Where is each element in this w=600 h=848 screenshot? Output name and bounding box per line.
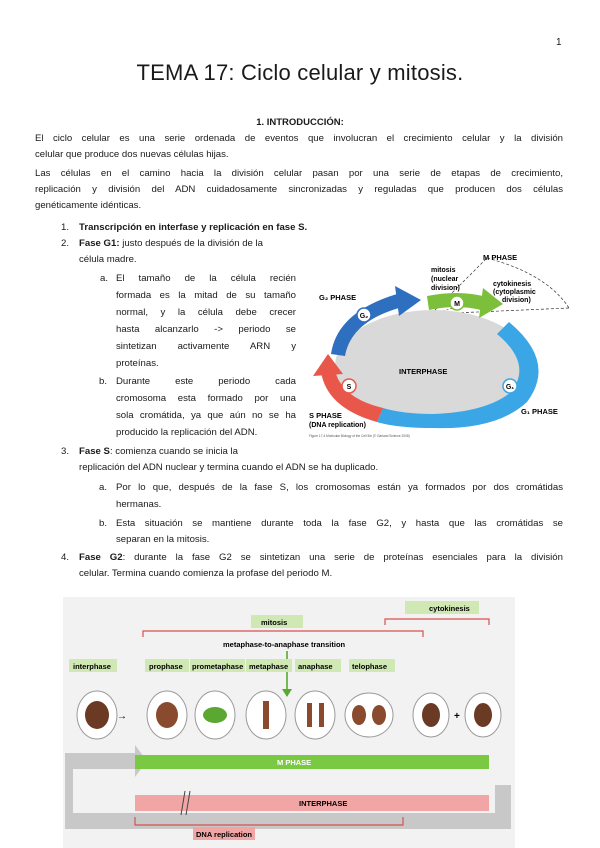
transition-text: metaphase-to-anaphase transition bbox=[223, 640, 346, 649]
m-phase-text: M PHASE bbox=[277, 758, 312, 767]
list-number: 4. bbox=[61, 552, 70, 563]
s-label: Fase S bbox=[79, 446, 110, 457]
cytokinesis-text: cytokinesis bbox=[429, 604, 470, 613]
g2-label: Fase G2 bbox=[79, 552, 123, 563]
anaphase-cell bbox=[295, 691, 335, 739]
chromatids-right bbox=[319, 703, 324, 727]
sub-line: proteínas. bbox=[116, 358, 159, 369]
sub-letter: b. bbox=[99, 518, 108, 529]
dna-replication-label: (DNA replication) bbox=[309, 422, 366, 429]
mitosis-timeline-figure bbox=[63, 597, 515, 848]
sub-line: separan en la mitosis. bbox=[116, 534, 210, 545]
anaphase-label: anaphase bbox=[298, 662, 333, 671]
cell-cycle-figure bbox=[307, 252, 571, 440]
list-item-1: Transcripción en interfase y replicación en fase S. bbox=[79, 222, 308, 233]
mitosis-timeline-diagram bbox=[63, 597, 515, 848]
metaphase-plate bbox=[263, 701, 269, 729]
plus-sign: + bbox=[454, 711, 460, 722]
daughter-nucleus bbox=[474, 703, 492, 727]
g1-label: Fase G1: bbox=[79, 238, 120, 249]
division2-label: division) bbox=[502, 297, 531, 304]
sub-line: Por lo que, después de la fase S, los cromosomas están ya formados por dos cromátidas bbox=[116, 482, 563, 493]
nucleus bbox=[85, 701, 109, 729]
daughter-nucleus bbox=[422, 703, 440, 727]
sub-letter: a. bbox=[100, 273, 109, 284]
cytokinesis-label: cytokinesis bbox=[493, 281, 532, 288]
paragraph-line: El ciclo celular es una serie ordenada de eventos que involucran el crecimiento celular y la división bbox=[35, 133, 563, 144]
sub-line: El tamaño de la célula recién bbox=[116, 273, 296, 284]
sub-line: producido la replicación del ADN. bbox=[116, 427, 258, 438]
prometaphase-label: prometaphase bbox=[192, 662, 244, 671]
sub-line: sintetizan activamente ARN y bbox=[116, 341, 296, 352]
telophase-nucleus bbox=[372, 705, 386, 725]
prophase-label: prophase bbox=[149, 662, 183, 671]
division-label: division) bbox=[431, 285, 460, 292]
telophase-nucleus bbox=[352, 705, 366, 725]
sub-line: cromosoma esta formado por una bbox=[116, 393, 296, 404]
sub-letter: b. bbox=[99, 376, 108, 387]
list-item-4: Fase G2: durante la fase G2 se sintetizan una serie de proteínas esenciales para la división bbox=[79, 552, 563, 563]
interphase-label: INTERPHASE bbox=[399, 367, 448, 376]
paragraph-line: Las células en el camino hacia la división celular pasan por una serie de etapas de crecimiento, bbox=[35, 168, 563, 179]
list-number: 2. bbox=[61, 238, 70, 249]
section-heading: 1. INTRODUCCIÓN: bbox=[256, 117, 344, 128]
g1-badge-label: G₁ bbox=[505, 384, 515, 391]
g2-badge-label: G₂ bbox=[359, 313, 369, 320]
list-item-2: Fase G1: justo después de la división de la bbox=[79, 238, 263, 249]
sub-letter: a. bbox=[99, 482, 108, 493]
page-number: 1 bbox=[556, 37, 562, 48]
arrow-glyph: → bbox=[117, 711, 127, 722]
g2-phase-label: G₂ PHASE bbox=[319, 293, 357, 302]
m-phase-bar bbox=[135, 755, 489, 769]
cell-cycle-diagram bbox=[307, 252, 571, 440]
sub-line: normal, y la célula debe crecer bbox=[116, 307, 296, 318]
figure1-caption: Figure 17-4 Molecular Biology of the Cell 5/e (© Garland Science 2008) bbox=[309, 434, 410, 438]
sub-line: hermanas. bbox=[116, 499, 162, 510]
paragraph-line: genéticamente idénticas. bbox=[35, 200, 142, 211]
mitosis-text: mitosis bbox=[261, 618, 288, 627]
list-number: 1. bbox=[61, 222, 70, 233]
interphase-stage-label: interphase bbox=[73, 662, 111, 671]
chromatids-left bbox=[307, 703, 312, 727]
spindle bbox=[203, 707, 227, 723]
interphase-bar-text: INTERPHASE bbox=[299, 799, 348, 808]
list-item-2-cont: célula madre. bbox=[79, 254, 137, 265]
g1-phase-label: G₁ PHASE bbox=[521, 407, 558, 416]
metaphase-label: metaphase bbox=[249, 662, 289, 671]
telophase-label: telophase bbox=[352, 662, 388, 671]
sub-line: Durante este periodo cada bbox=[116, 376, 296, 387]
dna-replication-text: DNA replication bbox=[196, 830, 252, 839]
list-number: 3. bbox=[61, 446, 70, 457]
m-badge-label: M bbox=[454, 301, 460, 308]
cytoplasmic-label: (cytoplasmic bbox=[493, 289, 536, 296]
condensing-chromosomes bbox=[156, 702, 178, 728]
list-item-3: Fase S: comienza cuando se inicia la bbox=[79, 446, 238, 457]
m-phase-label: M PHASE bbox=[483, 253, 518, 262]
s-badge-label: S bbox=[346, 384, 352, 391]
sub-line: sola cromátida, ya que aún no se ha bbox=[116, 410, 296, 421]
paragraph-line: celular que produce dos nuevas células hijas. bbox=[35, 149, 229, 160]
mitosis-label: mitosis bbox=[431, 267, 456, 274]
sub-line: formada es la mitad de su tamaño bbox=[116, 290, 296, 301]
sub-line: Esta situación se mantiene durante toda la fase G2, y hasta que las cromátidas se bbox=[116, 518, 563, 529]
paragraph-line: replicación y división del ADN cuidadosamente sincronizadas y reguladas que producen dos células bbox=[35, 184, 563, 195]
sub-line: hasta alcanzarlo -> periodo se bbox=[116, 324, 296, 335]
list-item-4-cont: celular. Termina cuando comienza la profase del periodo M. bbox=[79, 568, 333, 579]
s-phase-label: S PHASE bbox=[309, 411, 342, 420]
page-title: TEMA 17: Ciclo celular y mitosis. bbox=[136, 60, 464, 85]
nuclear-label: (nuclear bbox=[431, 276, 459, 283]
list-item-3-cont: replicación del ADN nuclear y termina cuando el ADN se ha duplicado. bbox=[79, 462, 379, 473]
